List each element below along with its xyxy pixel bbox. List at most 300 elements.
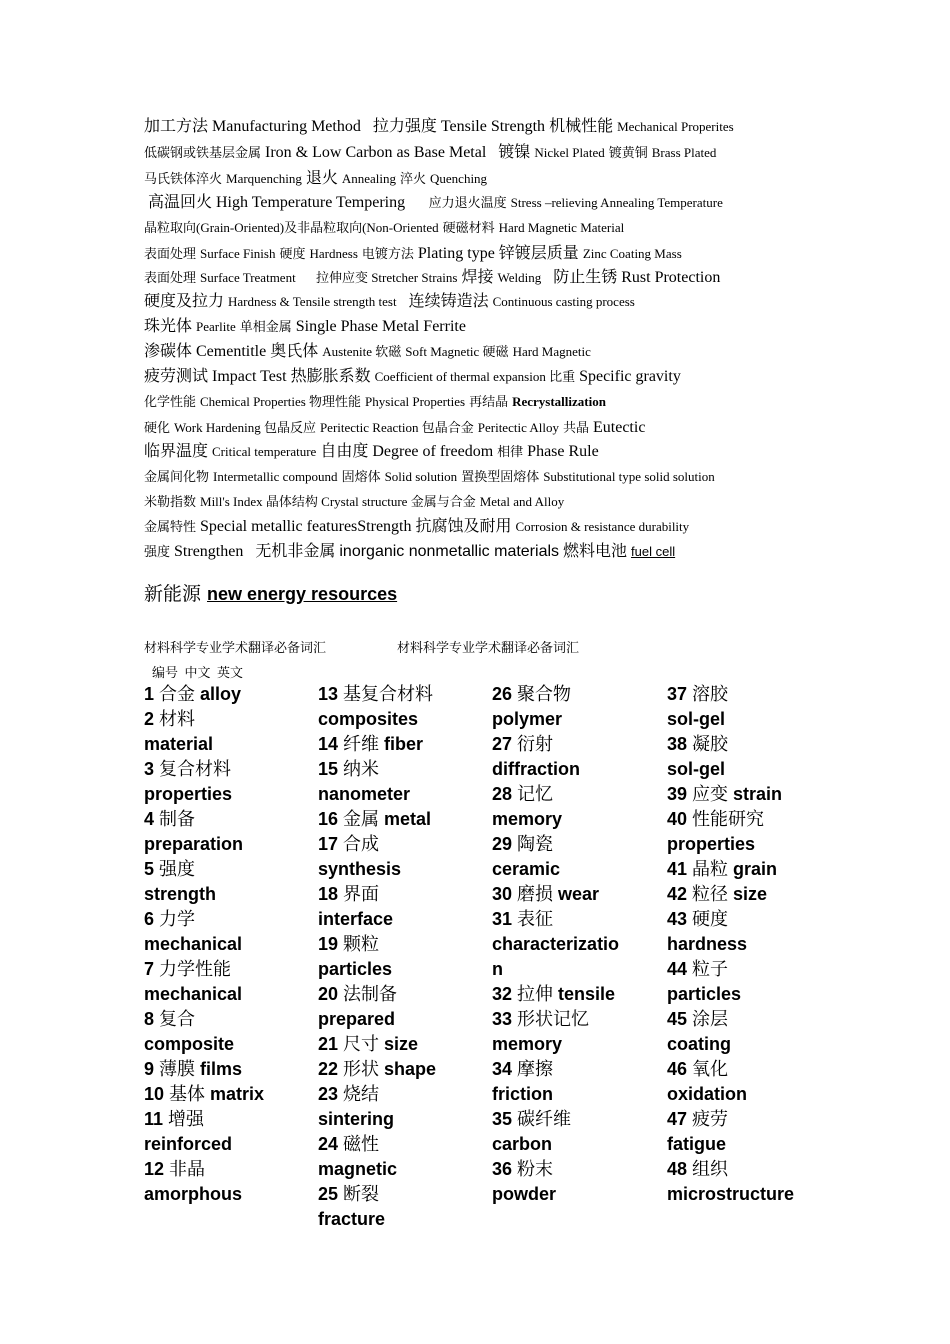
vocab-row <box>144 682 264 707</box>
glossary-term: Eutectic <box>593 419 646 436</box>
vocab-row <box>318 1207 436 1232</box>
vocab-row <box>492 1057 619 1082</box>
glossary-term: Metal and Alloy <box>479 494 565 509</box>
glossary-term: Recrystallization <box>512 394 606 409</box>
vocab-text: 45 <box>667 1009 693 1029</box>
glossary-term: 焊接 <box>461 269 494 286</box>
glossary-line <box>144 195 727 211</box>
glossary-term: fuel cell <box>631 544 676 559</box>
vocab-row <box>318 1007 436 1032</box>
vocab-text: 22 <box>318 1059 344 1079</box>
vocab-row <box>318 907 436 932</box>
glossary-term: Intermetallic compound <box>213 469 338 484</box>
vocab-text: 39 <box>667 784 693 804</box>
glossary-term: Hardness & Tensile strength test <box>228 294 397 309</box>
vocab-text: 15 <box>318 759 344 779</box>
vocab-text: particles <box>667 984 742 1004</box>
vocab-column <box>492 682 619 1207</box>
vocab-text: coating <box>667 1034 732 1054</box>
vocab-text: 17 <box>318 834 344 854</box>
glossary-term: Substitutional type solid solution <box>543 469 715 484</box>
glossary-line <box>144 294 639 310</box>
vocab-chinese: 粒子 <box>692 959 729 980</box>
vocab-chinese: 陶瓷 <box>517 834 554 855</box>
vocab-text: 4 <box>144 809 160 829</box>
vocab-row <box>667 982 794 1007</box>
vocab-row <box>667 857 794 882</box>
vocab-text: 47 <box>667 1109 693 1129</box>
vocab-row <box>492 1082 619 1107</box>
vocab-row <box>144 782 264 807</box>
glossary-term: 单相金属 <box>239 319 292 334</box>
glossary-term: 连续铸造法 <box>400 293 489 310</box>
vocab-row <box>492 732 619 757</box>
vocab-row <box>318 707 436 732</box>
glossary-term: 镀镍 <box>490 144 531 161</box>
vocab-row <box>492 707 619 732</box>
glossary-term: 硬磁材料 <box>442 220 495 235</box>
vocab-text: fracture <box>318 1209 386 1229</box>
glossary-line <box>144 145 720 161</box>
vocab-text: 35 <box>492 1109 518 1129</box>
glossary-term: 金属间化物 <box>144 469 210 484</box>
glossary-term: 金属特性 <box>144 519 197 534</box>
vocab-text: amorphous <box>144 1184 243 1204</box>
glossary-line <box>144 395 610 408</box>
vocab-chinese: 磨损 <box>517 884 554 905</box>
vocab-text: diffraction <box>492 759 580 779</box>
vocab-chinese: 力学 <box>159 909 196 930</box>
vocab-chinese: 凝胶 <box>692 734 729 755</box>
vocab-row <box>492 1132 619 1157</box>
glossary-term: Hard Magnetic Material <box>498 220 625 235</box>
glossary-line <box>144 246 686 262</box>
vocab-row <box>667 1007 794 1032</box>
vocab-chinese: 形状 <box>343 1059 380 1080</box>
vocab-chinese: 摩擦 <box>517 1059 554 1080</box>
vocab-text: 7 <box>144 959 160 979</box>
vocab-row <box>667 682 794 707</box>
vocab-row <box>144 857 264 882</box>
vocab-text: hardness <box>667 934 748 954</box>
glossary-term: 高温回火 High Temperature Tempering <box>144 194 406 211</box>
vocab-row <box>492 957 619 982</box>
vocab-row <box>318 882 436 907</box>
glossary-term: Work Hardening 包晶反应 <box>174 420 316 435</box>
glossary-term: Stress –relieving Annealing Temperature <box>510 195 723 210</box>
glossary-term: inorganic nonmetallic materials <box>339 543 560 560</box>
vocab-chinese: 表征 <box>517 909 554 930</box>
vocab-row <box>318 957 436 982</box>
vocab-text: 41 <box>667 859 693 879</box>
vocab-text: 33 <box>492 1009 518 1029</box>
section-heading <box>144 585 397 604</box>
vocab-column <box>667 682 794 1207</box>
vocab-text: 13 <box>318 684 344 704</box>
glossary-term: Brass Plated <box>651 145 717 160</box>
vocab-text: 10 <box>144 1084 170 1104</box>
vocab-row <box>318 682 436 707</box>
vocab-chinese: 衍射 <box>517 734 554 755</box>
vocab-row <box>144 982 264 1007</box>
vocab-chinese: 力学性能 <box>159 959 232 980</box>
vocab-text: 3 <box>144 759 160 779</box>
vocab-text: films <box>195 1059 243 1079</box>
vocab-row <box>318 832 436 857</box>
vocab-text: material <box>144 734 214 754</box>
vocab-column <box>144 682 264 1207</box>
vocab-text: 6 <box>144 909 160 929</box>
glossary-term: 防止生锈 Rust Protection <box>545 269 721 286</box>
vocab-text: size <box>728 884 768 904</box>
vocab-text: properties <box>144 784 233 804</box>
vocab-text: mechanical <box>144 984 243 1004</box>
vocab-chinese: 增强 <box>168 1109 205 1130</box>
vocab-row <box>318 857 436 882</box>
vocab-row <box>492 857 619 882</box>
glossary-term: Surface Finish <box>200 246 276 261</box>
vocab-chinese: 复合材料 <box>159 759 232 780</box>
column-headers: 编号 中文 英文 <box>152 665 244 680</box>
vocab-row <box>667 832 794 857</box>
vocab-text: 26 <box>492 684 518 704</box>
vocab-text: grain <box>728 859 778 879</box>
vocab-text: interface <box>318 909 394 929</box>
heading-chinese: 新能源 <box>144 584 202 605</box>
glossary-term: Annealing <box>341 171 396 186</box>
vocab-text: prepared <box>318 1009 396 1029</box>
glossary-term: Mechanical Properites <box>617 119 734 134</box>
vocab-row <box>492 1107 619 1132</box>
vocab-chinese: 性能研究 <box>692 809 765 830</box>
vocab-text: tensile <box>553 984 616 1004</box>
vocab-row <box>144 907 264 932</box>
vocab-row <box>144 1007 264 1032</box>
vocab-row <box>144 707 264 732</box>
vocab-text: 44 <box>667 959 693 979</box>
vocab-row <box>318 732 436 757</box>
vocab-text: strain <box>728 784 783 804</box>
vocab-text: synthesis <box>318 859 402 879</box>
vocab-row <box>318 1107 436 1132</box>
vocab-row <box>492 1182 619 1207</box>
vocab-chinese: 强度 <box>159 859 196 880</box>
subheader-left: 材料科学专业学术翻译必备词汇 <box>144 640 327 655</box>
vocab-row <box>144 957 264 982</box>
glossary-term: Hard Magnetic <box>512 344 591 359</box>
glossary-term: Pearlite <box>196 319 236 334</box>
vocab-text: 9 <box>144 1059 160 1079</box>
vocab-text: particles <box>318 959 393 979</box>
glossary-line <box>144 344 595 360</box>
vocab-text: 1 <box>144 684 160 704</box>
vocab-text: 29 <box>492 834 518 854</box>
vocab-text: 19 <box>318 934 344 954</box>
vocab-row <box>318 932 436 957</box>
glossary-term: Physical Properties <box>365 394 466 409</box>
vocab-row <box>318 1157 436 1182</box>
vocab-chinese: 薄膜 <box>159 1059 196 1080</box>
vocab-text: composites <box>318 709 419 729</box>
glossary-term: Marquenching <box>226 171 302 186</box>
glossary-term: Phase Rule <box>527 443 599 460</box>
glossary-term: Hardness <box>309 246 358 261</box>
glossary-term: 米勒指数 <box>144 494 197 509</box>
vocab-text: magnetic <box>318 1159 398 1179</box>
vocab-column <box>318 682 436 1232</box>
vocab-chinese: 晶粒 <box>692 859 729 880</box>
vocab-row <box>144 882 264 907</box>
vocab-row <box>144 1132 264 1157</box>
vocab-text: 43 <box>667 909 693 929</box>
glossary-term: 共晶 <box>562 420 589 435</box>
glossary-line <box>144 369 685 385</box>
vocab-chinese: 涂层 <box>692 1009 729 1030</box>
vocab-row <box>144 1032 264 1057</box>
glossary-term: 再结晶 <box>469 394 509 409</box>
vocab-text: microstructure <box>667 1184 795 1204</box>
vocab-chinese: 应变 <box>692 784 729 805</box>
glossary-term: 应力退火温度 <box>409 195 507 210</box>
vocab-text: 42 <box>667 884 693 904</box>
vocab-text: reinforced <box>144 1134 233 1154</box>
heading-english: new energy resources <box>207 584 398 604</box>
glossary-term: Peritectic Alloy <box>477 420 559 435</box>
glossary-term: Chemical Properties 物理性能 <box>200 394 362 409</box>
vocab-chinese: 材料 <box>159 709 196 730</box>
glossary-term: Plating type <box>417 245 495 262</box>
glossary-line <box>144 270 724 286</box>
glossary-term: 疲劳测试 Impact Test 热膨胀系数 <box>144 368 371 385</box>
vocab-text: metal <box>379 809 432 829</box>
vocab-row <box>318 1082 436 1107</box>
vocab-chinese: 组织 <box>692 1159 729 1180</box>
vocab-chinese: 颗粒 <box>343 934 380 955</box>
vocab-text: 18 <box>318 884 344 904</box>
vocab-text: 5 <box>144 859 160 879</box>
vocab-text: nanometer <box>318 784 411 804</box>
vocab-text: sol-gel <box>667 759 726 779</box>
vocab-text: composite <box>144 1034 235 1054</box>
vocab-chinese: 合成 <box>343 834 380 855</box>
vocab-text: 24 <box>318 1134 344 1154</box>
vocab-row <box>492 782 619 807</box>
vocab-row <box>492 982 619 1007</box>
vocab-text: 46 <box>667 1059 693 1079</box>
vocab-row <box>492 757 619 782</box>
vocab-row <box>318 1182 436 1207</box>
glossary-line <box>144 470 719 483</box>
vocab-row <box>492 682 619 707</box>
glossary-term: Peritectic Reaction 包晶合金 <box>319 420 474 435</box>
glossary-term: 渗碳体 Cementitle 奥氏体 <box>144 343 319 360</box>
vocab-chinese: 溶胶 <box>692 684 729 705</box>
glossary-term: Nickel Plated <box>534 145 605 160</box>
glossary-term: Soft Magnetic 硬磁 <box>405 344 509 359</box>
glossary-term: 珠光体 <box>144 318 193 335</box>
vocab-row <box>318 782 436 807</box>
vocab-row <box>667 1157 794 1182</box>
vocab-text: 11 <box>144 1109 169 1129</box>
glossary-term: 自由度 Degree of freedom <box>320 443 494 460</box>
glossary-term: 表面处理 <box>144 270 197 285</box>
vocab-text: 16 <box>318 809 344 829</box>
vocab-chinese: 制备 <box>159 809 196 830</box>
vocab-row <box>667 907 794 932</box>
vocab-chinese: 粒径 <box>692 884 729 905</box>
vocab-text: 28 <box>492 784 518 804</box>
vocab-row <box>318 1032 436 1057</box>
vocab-chinese: 碳纤维 <box>517 1109 572 1130</box>
vocab-row <box>144 757 264 782</box>
vocab-row <box>667 782 794 807</box>
vocab-row <box>144 1157 264 1182</box>
vocab-text: 25 <box>318 1184 344 1204</box>
vocab-row <box>144 1057 264 1082</box>
glossary-term: Corrosion & resistance durability <box>515 519 690 534</box>
vocab-text: wear <box>553 884 600 904</box>
glossary-line <box>144 171 491 187</box>
vocab-row <box>144 732 264 757</box>
vocab-text: carbon <box>492 1134 553 1154</box>
vocab-chinese: 烧结 <box>343 1084 380 1105</box>
glossary-term: Specific gravity <box>579 368 681 385</box>
vocab-text: 20 <box>318 984 344 1004</box>
vocab-text: size <box>379 1034 419 1054</box>
glossary-line <box>144 519 693 535</box>
vocab-text: fiber <box>379 734 424 754</box>
vocab-text: sol-gel <box>667 709 726 729</box>
glossary-term: Continuous casting process <box>492 294 635 309</box>
vocab-text: memory <box>492 809 563 829</box>
vocab-row <box>667 1057 794 1082</box>
vocab-row <box>492 1032 619 1057</box>
glossary-term: 无机非金属 <box>247 543 336 560</box>
vocab-text: 37 <box>667 684 693 704</box>
vocab-text: 14 <box>318 734 344 754</box>
glossary-line <box>144 420 649 436</box>
vocab-chinese: 疲劳 <box>692 1109 729 1130</box>
vocab-chinese: 纤维 <box>343 734 380 755</box>
vocab-text: fatigue <box>667 1134 727 1154</box>
vocab-row <box>144 1182 264 1207</box>
glossary-term: Zinc Coating Mass <box>582 246 682 261</box>
vocab-text: 40 <box>667 809 693 829</box>
glossary-term: Surface Treatment <box>200 270 296 285</box>
vocab-row <box>492 1157 619 1182</box>
glossary-line <box>144 221 628 234</box>
vocab-chinese: 非晶 <box>169 1159 206 1180</box>
vocab-row <box>667 1082 794 1107</box>
vocab-text: preparation <box>144 834 244 854</box>
vocab-text: powder <box>492 1184 557 1204</box>
glossary-line <box>144 319 470 335</box>
vocab-row <box>144 932 264 957</box>
vocab-text: 2 <box>144 709 160 729</box>
vocab-text: memory <box>492 1034 563 1054</box>
vocab-row <box>667 1132 794 1157</box>
glossary-term: Special metallic featuresStrength 抗腐蚀及耐用 <box>200 518 512 535</box>
glossary-term: 加工方法 Manufacturing Method <box>144 118 361 135</box>
vocab-text: mechanical <box>144 934 243 954</box>
vocab-row <box>492 832 619 857</box>
vocab-chinese: 拉伸 <box>517 984 554 1005</box>
vocab-row <box>144 1107 264 1132</box>
vocab-text: 8 <box>144 1009 160 1029</box>
vocab-text: 23 <box>318 1084 344 1104</box>
vocab-text: strength <box>144 884 216 904</box>
vocab-chinese: 金属 <box>343 809 380 830</box>
vocab-text: alloy <box>195 684 242 704</box>
glossary-term: 相律 <box>497 444 524 459</box>
glossary-term: Coefficient of thermal expansion 比重 <box>374 369 576 384</box>
vocab-row <box>318 1057 436 1082</box>
glossary-term: 临界温度 <box>144 443 209 460</box>
glossary-term: 电镀方法 <box>361 246 414 261</box>
vocab-text: 12 <box>144 1159 170 1179</box>
vocab-text: 48 <box>667 1159 693 1179</box>
glossary-term: Single Phase Metal Ferrite <box>295 318 466 335</box>
vocab-row <box>667 1107 794 1132</box>
glossary-term: 晶粒取向(Grain-Oriented)及非晶粒取向(Non-Oriented <box>144 220 439 235</box>
vocab-row <box>667 807 794 832</box>
glossary-line <box>144 119 738 135</box>
glossary-line <box>144 544 679 560</box>
glossary-term: 固熔体 <box>341 469 381 484</box>
vocab-text: ceramic <box>492 859 561 879</box>
vocab-text: polymer <box>492 709 563 729</box>
glossary-term: 硬度 <box>279 246 306 261</box>
vocab-row <box>144 1082 264 1107</box>
vocab-chinese: 磁性 <box>343 1134 380 1155</box>
vocab-text: n <box>492 959 503 979</box>
vocab-row <box>144 832 264 857</box>
vocab-row <box>492 1007 619 1032</box>
subheader-right: 材料科学专业学术翻译必备词汇 <box>397 640 580 655</box>
glossary-term: 置换型固熔体 <box>461 469 540 484</box>
vocab-row <box>492 932 619 957</box>
glossary-term: 低碳钢或铁基层金属 <box>144 145 262 160</box>
glossary-line <box>144 495 568 508</box>
vocab-chinese: 形状记忆 <box>517 1009 590 1030</box>
vocab-row <box>667 757 794 782</box>
glossary-term: 强度 <box>144 544 171 559</box>
vocab-chinese: 界面 <box>343 884 380 905</box>
vocab-row <box>667 707 794 732</box>
vocab-text: 32 <box>492 984 518 1004</box>
vocab-chinese: 法制备 <box>343 984 398 1005</box>
glossary-term: Strengthen <box>174 543 244 560</box>
vocab-row <box>144 807 264 832</box>
glossary-term: 镀黄铜 <box>608 145 648 160</box>
vocab-chinese: 复合 <box>159 1009 196 1030</box>
glossary-term: Critical temperature <box>212 444 317 459</box>
vocab-chinese: 氧化 <box>692 1059 729 1080</box>
vocab-text: oxidation <box>667 1084 747 1104</box>
vocab-chinese: 合金 <box>159 684 196 705</box>
vocab-text: 34 <box>492 1059 518 1079</box>
glossary-term: 机械性能 <box>549 118 614 135</box>
glossary-term: Iron & Low Carbon as Base Metal <box>265 144 487 161</box>
vocab-text: shape <box>379 1059 437 1079</box>
vocab-row <box>492 882 619 907</box>
vocab-row <box>667 882 794 907</box>
vocab-text: 21 <box>318 1034 344 1054</box>
vocab-chinese: 硬度 <box>692 909 729 930</box>
glossary-term: 拉伸应变 Stretcher Strains <box>299 270 458 285</box>
glossary-term: 淬火 <box>400 171 427 186</box>
vocab-row <box>667 1032 794 1057</box>
